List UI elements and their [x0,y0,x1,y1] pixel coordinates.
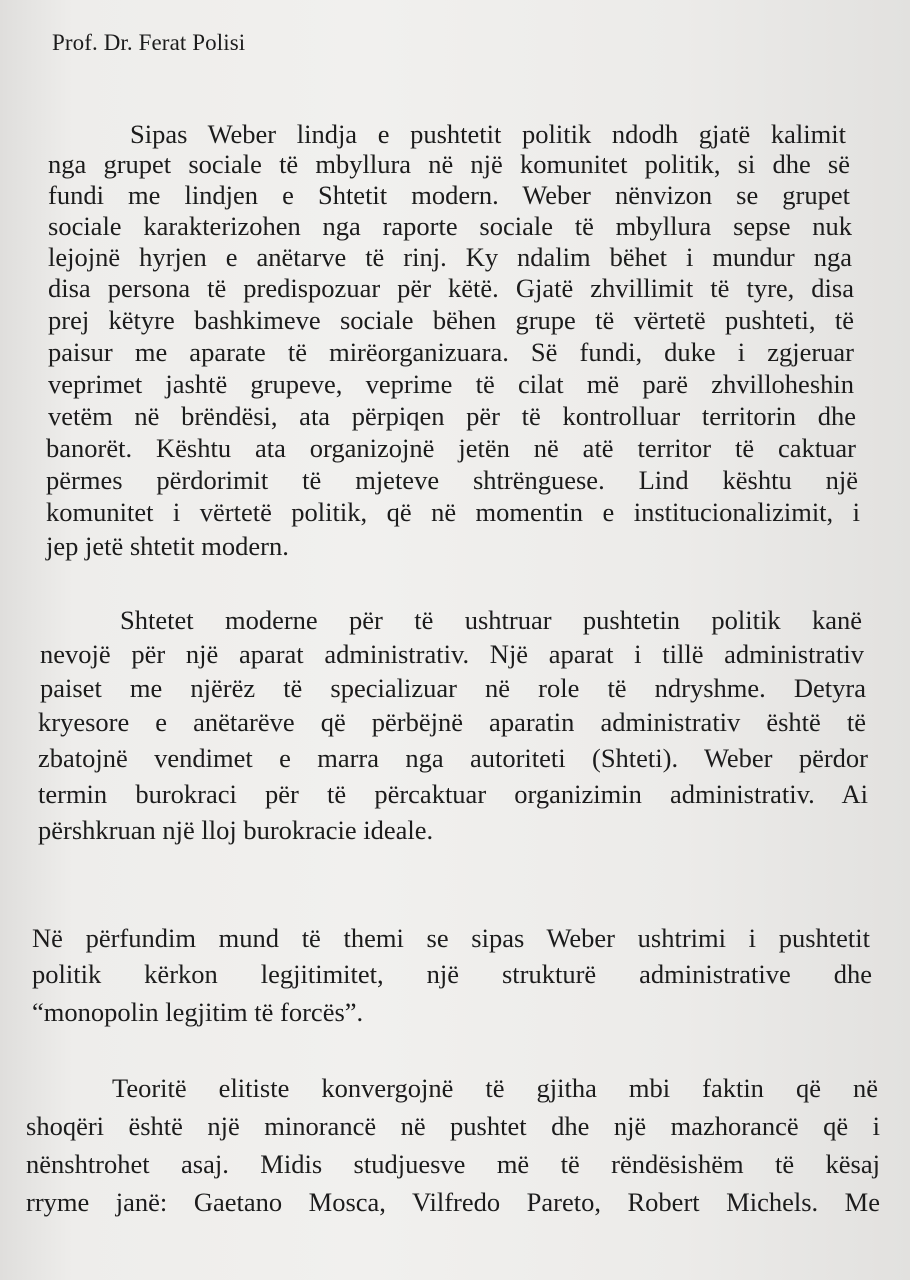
text-line: paiset me njërëz të specializuar në role të ndryshme. Detyra [40,673,866,703]
text-line: nga grupet sociale të mbyllura në një komunitet politik, si dhe së [48,149,850,179]
text-line: shoqëri është një minorancë në pushtet dhe një mazhorancë që i [26,1111,880,1141]
text-line: jep jetë shtetit modern. [46,531,289,561]
text-line: nevojë për një aparat administrativ. Një aparat i tillë administrativ [40,639,864,669]
text-line: veprimet jashtë grupeve, veprime të cilat më parë zhvilloheshin [48,369,854,399]
text-line: përmes përdorimit të mjeteve shtrënguese. Lind kështu një [46,465,858,495]
text-line: politik kërkon legjitimitet, një strukturë administrative dhe [32,959,872,989]
text-line: Shtetet moderne për të ushtruar pushtetin politik kanë [120,605,862,635]
text-line: termin burokraci për të përcaktuar organizimin administrativ. Ai [38,779,868,809]
text-line: kryesore e anëtarëve që përbëjnë aparatin administrativ është të [38,707,866,737]
text-line: nënshtrohet asaj. Midis studjuesve më të rëndësishëm të kësaj [26,1149,880,1179]
text-line: rryme janë: Gaetano Mosca, Vilfredo Pareto, Robert Michels. Me [26,1187,880,1217]
text-line: lejojnë hyrjen e anëtarve të rinj. Ky ndalim bëhet i mundur nga [48,242,852,272]
text-line: Sipas Weber lindja e pushtetit politik ndodh gjatë kalimit [130,119,846,149]
text-line: sociale karakterizohen nga raporte sociale të mbyllura sepse nuk [48,211,852,241]
page-header-author: Prof. Dr. Ferat Polisi [52,30,246,55]
text-line: zbatojnë vendimet e marra nga autoriteti (Shteti). Weber përdor [38,743,868,773]
text-line: paisur me aparate të mirëorganizuara. Së fundi, duke i zgjeruar [48,337,854,367]
text-line: vetëm në brëndësi, ata përpiqen për të kontrolluar territorin dhe [48,401,856,431]
text-line: Teoritë elitiste konvergojnë të gjitha mbi faktin që në [112,1073,878,1103]
text-line: Në përfundim mund të themi se sipas Weber ushtrimi i pushtetit [32,923,870,953]
text-line: prej këtyre bashkimeve sociale bëhen grupe të vërtetë pushteti, të [48,305,854,335]
text-line: banorët. Kështu ata organizojnë jetën në atë territor të caktuar [46,433,856,463]
text-line: “monopolin legjitim të forcës”. [32,997,364,1027]
text-line: fundi me lindjen e Shtetit modern. Weber nënvizon se grupet [48,180,850,210]
text-line: komunitet i vërtetë politik, që në momentin e institucionalizimit, i [46,497,860,527]
text-line: disa persona të predispozuar për këtë. Gjatë zhvillimit të tyre, disa [48,273,854,303]
text-line: përshkruan një lloj burokracie ideale. [38,815,434,845]
